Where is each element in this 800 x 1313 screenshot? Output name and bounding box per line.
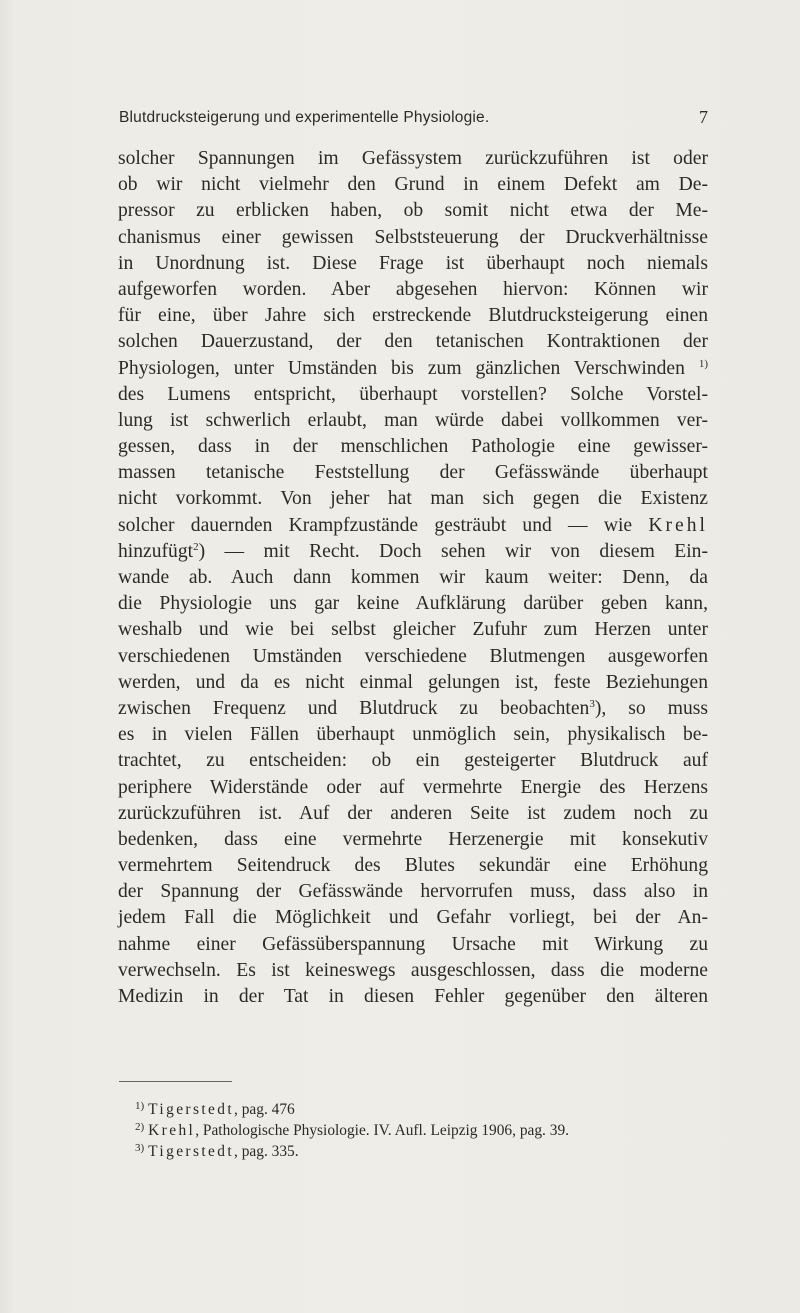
text-line: nahme einer Gefässüberspannung Ursache mit Wirkung zu: [118, 933, 708, 955]
text-line: aufgeworfen worden. Aber abgesehen hiervon: Können wir: [118, 278, 708, 300]
text-line: der Spannung der Gefässwände hervorrufen muss, dass also in: [118, 881, 708, 903]
text-line: massen tetanische Feststellung der Gefässwände überhaupt: [118, 462, 708, 484]
footnote-author: Krehl: [148, 1122, 196, 1139]
footnote-text: , pag. 335.: [234, 1143, 299, 1160]
body-text: [118, 146, 708, 1010]
text-line: es in vielen Fällen überhaupt unmöglich sein, physikalisch be-: [118, 724, 708, 746]
footnote-mark: 2): [135, 1121, 145, 1133]
text-line: vermehrtem Seitendruck des Blutes sekundär eine Erhöhung: [118, 855, 708, 877]
text-line: [118, 696, 708, 722]
footnote-author: Tigerstedt: [148, 1101, 235, 1118]
text-line: solchen Dauerzustand, der den tetanischen Kontraktionen der: [118, 331, 708, 353]
text-segment: hinzufügt: [118, 540, 194, 562]
text-segment: ), so muss: [594, 697, 709, 719]
text-line: Medizin in der Tat in diesen Fehler gegenüber den älteren: [118, 986, 708, 1007]
footnote-divider: [119, 1081, 232, 1082]
text-segment: Physiologen, unter Umständen bis zum gänzlichen Verschwinden: [118, 357, 685, 379]
text-line: [118, 513, 708, 539]
text-line: hinzufügt$^2$) — mit Recht. Doch sehen wir von diesem Ein-: [118, 540, 708, 562]
text-line: chanismus einer gewissen Selbststeuerung der Druckverhältnisse: [118, 226, 708, 248]
text-line: bedenken, dass eine vermehrte Herzenergie mit konsekutiv: [118, 828, 708, 850]
footnote-ref: 2: [193, 540, 199, 553]
footnote-text: , pag. 476: [234, 1101, 295, 1118]
text-line: verwechseln. Es ist keineswegs ausgeschlossen, dass die moderne: [118, 959, 708, 981]
text-line: periphere Widerstände oder auf vermehrte Energie des Herzens: [118, 776, 708, 798]
footnote: [135, 1096, 715, 1117]
text-line: pressor zu erblicken haben, ob somit nicht etwa der Me-: [118, 200, 708, 222]
footnote-mark: 3): [135, 1142, 145, 1154]
text-line: jedem Fall die Möglichkeit und Gefahr vorliegt, bei der An-: [118, 907, 708, 929]
footnote: [135, 1138, 715, 1159]
running-title: Blutdrucksteigerung und experimentelle Physiologie.: [119, 109, 490, 126]
text-line: trachtet, zu entscheiden: ob ein gesteigerter Blutdruck auf: [118, 750, 708, 772]
text-line: [118, 356, 708, 382]
footnote-mark: 1): [135, 1100, 145, 1112]
page-number: 7: [699, 107, 708, 127]
text-line: des Lumens entspricht, überhaupt vorstellen? Solche Vorstel-: [118, 383, 708, 405]
footnotes: [135, 1096, 715, 1159]
text-segment: — mit Recht. Doch sehen wir von diesem Ein-: [205, 540, 708, 562]
text-line: lung ist schwerlich erlaubt, man würde dabei vollkommen ver-: [118, 409, 708, 431]
footnote-ref: 1): [698, 357, 708, 370]
page-header: [119, 107, 708, 131]
text-line: die Physiologie uns gar keine Aufklärung darüber geben kann,: [118, 593, 708, 615]
text-line: in Unordnung ist. Diese Frage ist überhaupt noch niemals: [118, 252, 708, 274]
author-name: Krehl: [648, 514, 708, 536]
text-segment: zwischen Frequenz und Blutdruck zu beobachten: [118, 697, 590, 719]
text-line: verschiedenen Umständen verschiedene Blutmengen ausgeworfen: [118, 645, 708, 667]
text-line: zurückzuführen ist. Auf der anderen Seite ist zudem noch zu: [118, 802, 708, 824]
text-line: nicht vorkommt. Von jeher hat man sich gegen die Existenz: [118, 488, 708, 510]
footnote: [135, 1117, 715, 1138]
text-line: ob wir nicht vielmehr den Grund in einem Defekt am De-: [118, 174, 708, 196]
footnote-author: Tigerstedt: [148, 1143, 235, 1160]
text-segment: solcher dauernden Krampfzustände gesträubt und — wie: [118, 514, 633, 536]
text-line: werden, und da es nicht einmal gelungen ist, feste Beziehungen: [118, 671, 708, 693]
footnote-ref: 3: [589, 697, 595, 710]
text-line: gessen, dass in der menschlichen Pathologie eine gewisser-: [118, 436, 708, 458]
footnote-text: , Pathologische Physiologie. IV. Aufl. Leipzig 1906, pag. 39.: [195, 1122, 569, 1139]
text-line: für eine, über Jahre sich erstreckende Blutdrucksteigerung einen: [118, 305, 708, 327]
text-line: wande ab. Auch dann kommen wir kaum weiter: Denn, da: [118, 567, 708, 588]
text-line: solcher Spannungen im Gefässystem zurückzuführen ist oder: [118, 148, 708, 169]
text-line: weshalb und wie bei selbst gleicher Zufuhr zum Herzen unter: [118, 619, 708, 641]
